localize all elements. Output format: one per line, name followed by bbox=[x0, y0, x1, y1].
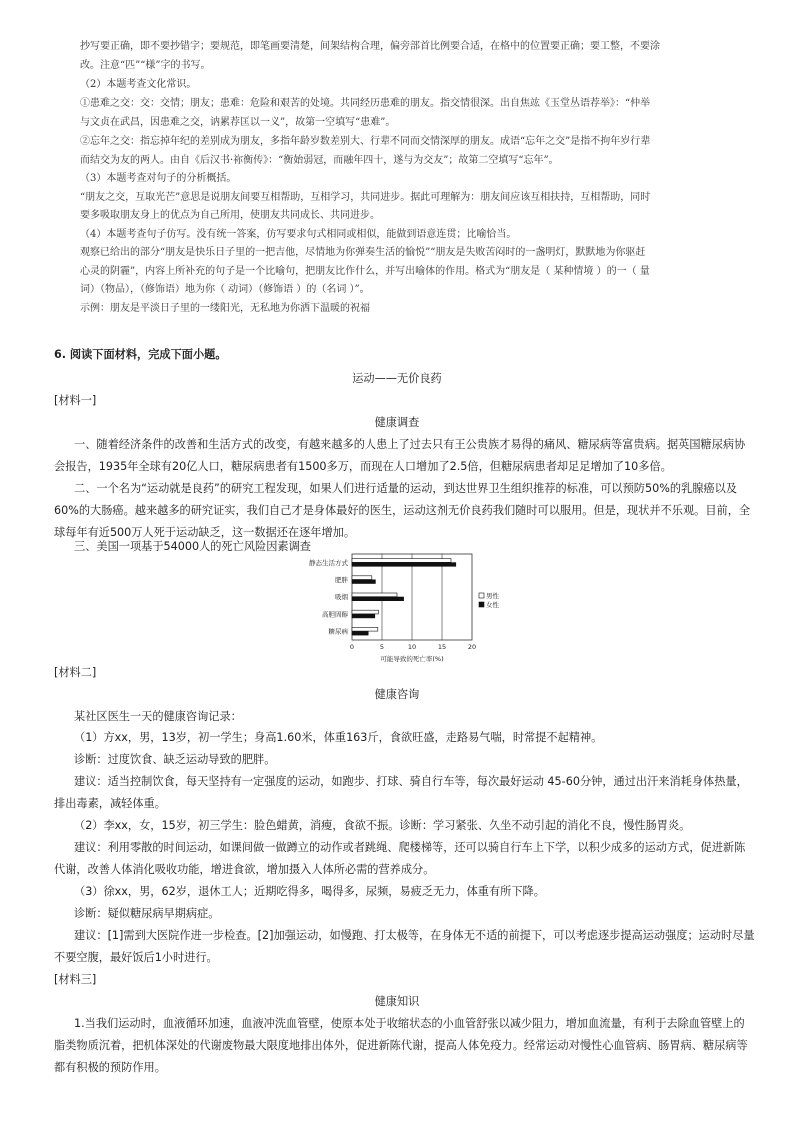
case-line: （1）方xx，男，13岁，初一学生；身高1.60米，体重163斤，食欲旺盛，走路易气喘，时常提不起精神。 bbox=[74, 731, 603, 744]
legend-label: 男性 bbox=[486, 592, 499, 600]
material-3-title: 健康知识 bbox=[374, 995, 420, 1008]
x-tick-label: 10 bbox=[407, 643, 417, 651]
explanation-line: 抄写要正确，即不要抄错字；要规范，即笔画要清楚，间架结构合理，偏旁部首比例要合适，在格中的位置要正确；要工整，不要涂 bbox=[80, 41, 660, 52]
advice-line: 建议：[1]需到大医院作进一步检查。[2]加强运动，如慢跑、打太极等，在身体无不适的前提下，可以考虑逐步提高运动强度；运动时尽量 bbox=[74, 929, 755, 942]
paragraph-line: 脂类物质沉着，把机体深处的代谢废物最大限度地排出体外，促进新陈代谢，提高人体免疫力。经常运动对慢性心血管病、肠胃病、糖尿病等 bbox=[54, 1039, 748, 1052]
paragraph-line: 60%的大肠癌。越来越多的研究证实，我们自己才是身体最好的医生，运动这剂无价良药我们随时可以服用。但是，现状并不乐观。目前，全 bbox=[54, 504, 751, 517]
explanation-line: “朋友之交，互取光芒”意思是说朋友间要互相帮助，互相学习，共同进步。据此可理解为：朋友间应该互相扶持，互相帮助，同时 bbox=[80, 192, 651, 203]
explanation-line: 观察已给出的部分“朋友是快乐日子里的一把吉他，尽情地为你弹奏生活的愉悦”“朋友是失败苦闷时的一盏明灯，默默地为你驱赶 bbox=[80, 247, 646, 258]
advice-line: 建议：利用零散的时间运动，如课间做一做蹲立的动作或者跳绳、爬楼梯等，还可以骑自行车上下学，以积少成多的运动方式，促进新陈 bbox=[74, 841, 746, 854]
explanation-line: 改。注意“匹”“様”字的书写。 bbox=[80, 60, 211, 71]
advice-line: 建议：适当控制饮食，每天坚持有一定强度的运动，如跑步、打球、骑自行车等，每次最好运动 45-60分钟，通过出汗来消耗身体热量， bbox=[74, 775, 748, 788]
explanation-line: （4）本题考查句子仿写。没有统一答案，仿写要求句式相同或相似，能做到语意连贯；比喻恰当。 bbox=[80, 229, 517, 240]
material-3-label: [材料三] bbox=[54, 973, 97, 986]
x-tick-label: 20 bbox=[467, 643, 477, 651]
main-title: 运动——无价良药 bbox=[352, 372, 442, 385]
legend-label: 女性 bbox=[486, 601, 499, 609]
paragraph-line: 都有积极的预防作用。 bbox=[54, 1061, 166, 1074]
category-label: 静态生活方式 bbox=[309, 558, 348, 567]
bar-female bbox=[352, 580, 375, 584]
explanation-line: （2）本题考查文化常识。 bbox=[80, 79, 197, 90]
material-1-title: 健康调查 bbox=[374, 416, 420, 429]
explanation-line: （3）本题考查对句子的分析概括。 bbox=[80, 173, 237, 184]
category-label: 高胆固醇 bbox=[322, 610, 348, 619]
bar-female bbox=[352, 614, 375, 618]
diagnosis-line: 诊断：过度饮食、缺乏运动导致的肥胖。 bbox=[74, 753, 276, 766]
paragraph-line: 球每年有近500万人死于运动缺乏，这一数据还在逐年增加。 bbox=[54, 526, 356, 539]
material-1-label: [材料一] bbox=[54, 394, 97, 407]
advice-line: 不要空腹，最好饭后1小时进行。 bbox=[54, 951, 218, 964]
advice-line: 代谢，改善人体消化吸收功能，增进食欲，增加摄入人体所必需的营养成分。 bbox=[54, 863, 435, 876]
legend-swatch bbox=[479, 602, 484, 607]
chart-intro: 三、美国一项基于54000人的死亡风险因素调查 bbox=[74, 540, 311, 553]
question-heading: 6. 阅读下面材料，完成下面小题。 bbox=[54, 348, 227, 361]
case-line: （3）徐xx，男，62岁，退休工人；近期吃得多，喝得多，尿频，易疲乏无力，体重有所下降。 bbox=[74, 885, 545, 898]
explanation-line: ②忘年之交：指忘掉年纪的差别成为朋友，多指年龄岁数差别大、行辈不同而交情深厚的朋友。成语“忘年之交”是指不拘年岁行辈 bbox=[80, 136, 651, 147]
x-tick-label: 0 bbox=[349, 643, 355, 651]
category-label: 吸烟 bbox=[335, 593, 348, 602]
material-2-title: 健康咨询 bbox=[374, 688, 420, 701]
bar-male bbox=[352, 576, 372, 580]
legend-swatch bbox=[479, 593, 484, 598]
paragraph-line: 会报告，1935年全球有20亿人口，糖尿病患者有1500多万，而现在人口增加了2.5倍，但糖尿病患者却足足增加了10多倍。 bbox=[54, 460, 672, 473]
category-label: 糖尿病 bbox=[328, 627, 348, 636]
bar-male bbox=[352, 593, 397, 597]
material-2-label: [材料二] bbox=[54, 666, 97, 679]
explanation-line: 要多吸取朋友身上的优点为自己所用，使朋友共同成长、共同进步。 bbox=[80, 210, 380, 221]
explanation-line: 而结交为友的两人。由自《后汉书·祢衡传》：“衡始弱冠，而融年四十，遂与为交友”；故第二空填写“忘年”。 bbox=[80, 155, 559, 166]
explanation-line: 示例：朋友是平淡日子里的一缕阳光，无私地为你洒下温暖的祝福 bbox=[80, 303, 370, 314]
bar-female bbox=[352, 631, 368, 635]
bar-male bbox=[352, 627, 378, 631]
death-risk-bar-chart bbox=[290, 550, 520, 662]
explanation-line: 词）（物品），（修饰语）地为你（ 动词）（修饰语 ）的（名词 ）”。 bbox=[80, 284, 370, 295]
bar-male bbox=[352, 559, 451, 563]
bar-female bbox=[352, 597, 404, 601]
paragraph-line: 二、一个名为“运动就是良药”的研究工程发现，如果人们进行适量的运动，到达世界卫生组织推荐的标准，可以预防50%的乳腺癌以及 bbox=[74, 482, 737, 495]
x-axis-label: 可能导致的死亡率(%) bbox=[380, 655, 444, 662]
explanation-line: 心灵的阴霾”，内容上所补充的句子是一个比喻句，把朋友比作什么，并写出喻体的作用。格式为“朋友是（ 某种情境 ）的一（ 量 bbox=[80, 266, 650, 277]
category-label: 肥胖 bbox=[335, 576, 348, 584]
bar-male bbox=[352, 610, 378, 614]
case-line: （2）李xx，女，15岁，初三学生：脸色蜡黄，消瘦，食欲不振。诊断：学习紧张、久坐不动引起的消化不良，慢性肠胃炎。 bbox=[74, 819, 691, 832]
x-tick-label: 5 bbox=[379, 643, 385, 651]
explanation-line: 与文贞在武昌，因患难之交，讷累荐匡以一义”，故第一空填写“患难”。 bbox=[80, 117, 396, 128]
x-tick-label: 15 bbox=[437, 643, 447, 651]
explanation-line: ①患难之交：交：交情；朋友；患难：危险和艰苦的处境。共同经历患难的朋友。指交情很深。出自焦竑《玉堂丛语荐举》：“仲举 bbox=[80, 98, 651, 109]
paragraph-line: 某社区医生一天的健康咨询记录： bbox=[74, 710, 242, 723]
paragraph-line: 一、随着经济条件的改善和生活方式的改变，有越来越多的人患上了过去只有王公贵族才易得的痛风、糖尿病等富贵病。据英国糖尿病协 bbox=[74, 438, 746, 451]
diagnosis-line: 诊断：疑似糖尿病早期病症。 bbox=[74, 907, 220, 920]
paragraph-line: 1.当我们运动时，血液循环加速，血液冲洗血管壁，使原本处于收缩状态的小血管舒张以减少阻力，增加血流量，有利于去除血管壁上的 bbox=[74, 1017, 745, 1030]
advice-line: 排出毒素，减轻体重。 bbox=[54, 797, 166, 810]
bar-female bbox=[352, 563, 456, 567]
